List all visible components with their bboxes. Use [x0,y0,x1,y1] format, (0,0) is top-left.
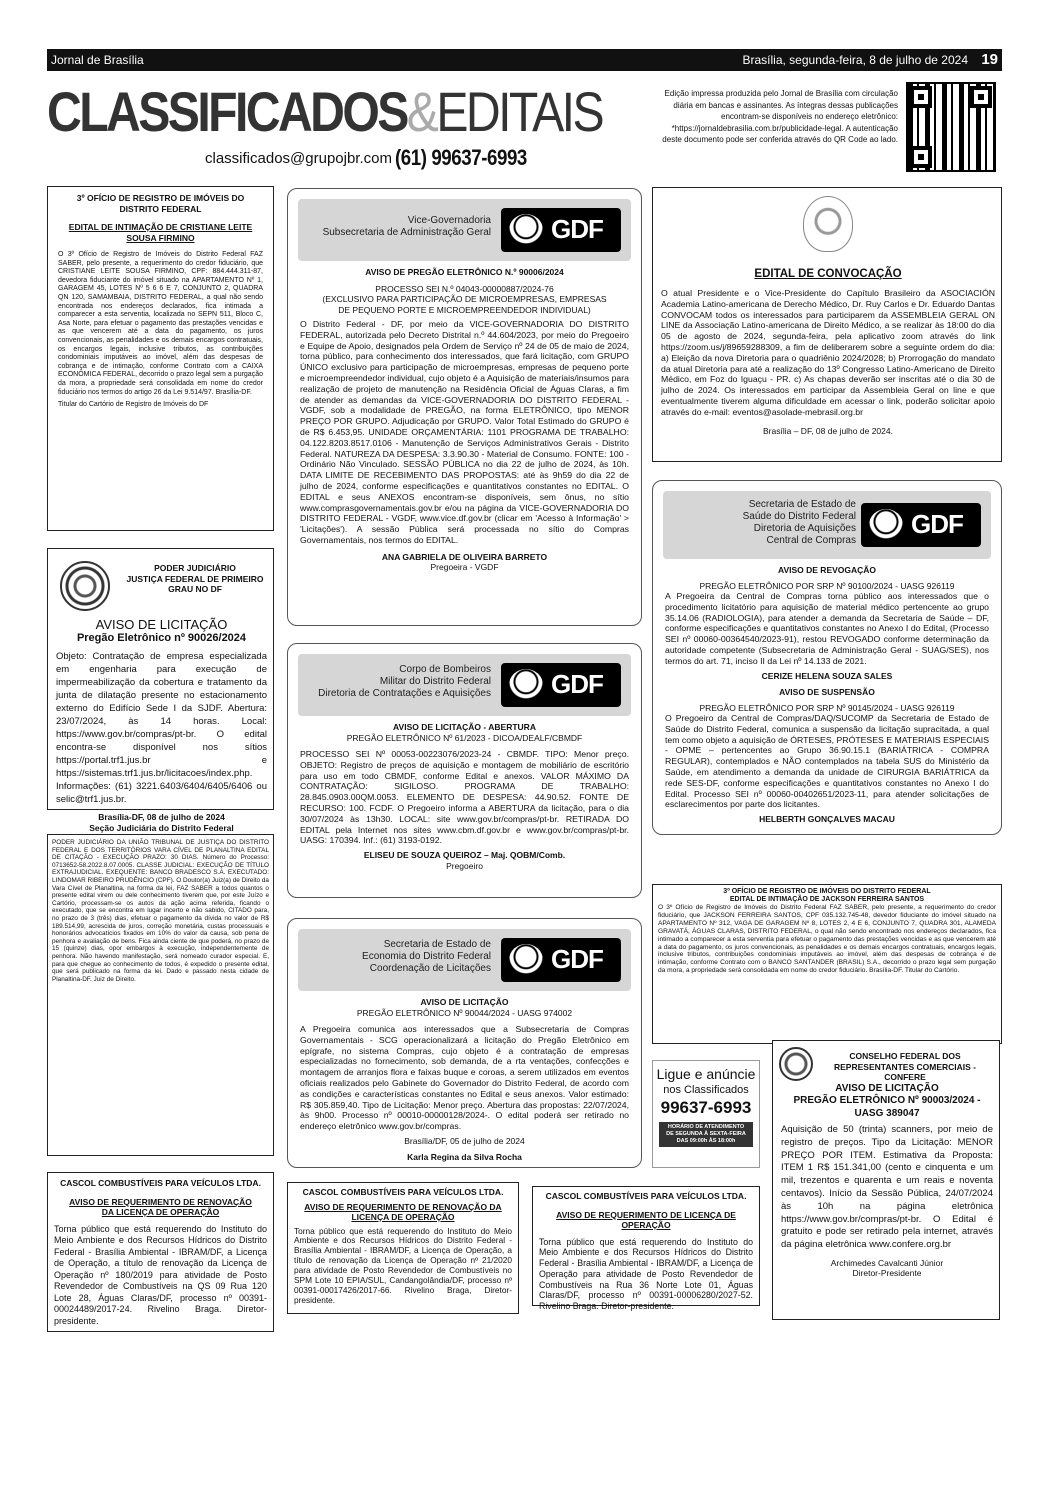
ad-signer: ELISEU DE SOUZA QUEIROZ – Maj. QOBM/Comb. [363,850,566,861]
ad-ligue-anuncie: Ligue e anúncie nos Classificados 99637-6993 HORÁRIO DE ATENDIMENTO DE SEGUNDA À SEXTA-FEIRA DAS 09:00h ÀS 18:00h [652,1060,760,1168]
ad-title: AVISO DE SUSPENSÃO [779,687,875,698]
ad-edital-citacao [47,834,274,1156]
ad-title: AVISO DE REQUERIMENTO DE RENOVAÇÃO DA LICENÇA DE OPERAÇÃO [69,1196,252,1217]
ad-subtitle: PREGÃO ELETRÔNICO Nº 90044/2024 - UASG 974002 [356,1007,573,1018]
org-subname: JUSTIÇA FEDERAL DE PRIMEIRO GRAU NO DF [126,573,264,594]
header-note: Edição impressa produzida pelo Jornal de Brasília com circulação diária em bancas e assinantes. As íntegras dessas publicações encontram-se disponíveis no endereço eletrônico: *https://jornaldebrasilia.com.br/publicidade-legal. A autenticação deste documento pode ser conferida através do QR Code ao lado. [662,89,898,144]
page-title: CLASSIFICADOS&EDITAIS [47,80,603,143]
ad-body: Torna público que está requerendo do Instituto do Meio Ambiente e dos Recursos Hídricos do Distrito Federal - Brasília Ambiental - IBRAM/DF, a Licença de Operação, a título de renovação da Licença de Operação nº 180/2019 para atividade de Posto Revendedor de Combustíveis na QS 09 Rua 120 Lote 28, Águas Claras/DF, processo nº 00391-00024489/2017-24. Rivelino Braga. Diretor-presidente. [54,1223,267,1326]
ad-role: Pregoeiro [446,860,483,871]
ad-subtitle: Pregão Eletrônico nº 90026/2024 [76,632,247,644]
ad-signer: CERIZE HELENA SOUZA SALES [761,670,893,681]
gdf-banner: Vice-Governadoria Subsecretaria de Administração Geral GDF [298,199,631,261]
qr-code-icon[interactable] [906,82,996,172]
gdf-banner: Secretaria de Estado de Economia do Distrito Federal Coordenação de Licitações GDF [298,929,631,991]
ad-title: EDITAL DE CONVOCAÇÃO [754,268,902,280]
org-name: PODER JUDICIÁRIO [154,563,236,573]
contact-phone: (61) 99637-6993 [395,145,527,170]
ad-body: O Pregoeiro da Central de Compras/DAQ/SUCOMP da Secretaria de Estado de Saúde do Distrito Federal, comunica a suspensão da licitação supracitada, a qual tem como objeto a aquisição de ÓRTESES, PRÓTESES E MATERIAIS ESPECIAIS - OPME – pertencentes ao Grupo 36.90.15.1 (BARIÁTRICA - COMPRA REGULAR), contemplados e NÃO contemplados na tabela SUS do Ministério da Saúde, em atendimento a demanda da unidade de CIRURGIA BARIÁTRICA da rede SES-DF, conforme especificações e quantitativos constantes no Anexo I do Edital. Processo SEI nº 00060-00402651/2023-11, para atender solicitações de esclarecimentos por parte dos licitantes. [665,713,989,810]
ad-cascol-2 [287,1182,519,1314]
gdf-logo-icon: GDF [501,938,621,982]
place-date: Brasília – DF, 08 de julho de 2024. [763,425,893,436]
ad-body: Aquisição de 50 (trinta) scanners, por meio de registro de preços. Tipo da Licitação: MENOR PREÇO POR ITEM. Estimativa da Proposta: ITEM 1 R$ 151.341,00 (cento e cinquenta e um mil, trezentos e quarenta e um reais e noventa centavos). Início da Sessão Pública, 24/07/2024 às 10h na página eletrônica https://www.gov.br/compras/pt-br. O Edital é gratuito e pode ser retirado pela internet, através da página eletrônica www.confere.org.br [781,1124,993,1251]
ad-cascol-3 [532,1186,760,1312]
association-logo-icon [803,196,853,252]
date-line: Brasília, segunda-feira, 8 de julho de 2024 [742,53,968,67]
org-name: CONSELHO FEDERAL DOS REPRESENTANTES COMERCIAIS - CONFERE [834,1051,976,1082]
ad-title: AVISO DE LICITAÇÃO [420,997,509,1007]
ad-body: A Pregoeira da Central de Compras torna público aos interessados que o procedimento licitatório para aquisição de material médico pertencente ao grupo 35.14.06 (RADIOLOGIA), para atender a demanda da Secretaria de Saúde – DF, conforme especificações e quantitativos constantes no Anexo I do Edital, (Processo SEI nº 00060-00364540/2023-91), restou REVOGADO conforme determinação da autoridade competente (Subsecretaria de Administração Geral - SUAG/SES), nos termos do art. 71, inciso II da Lei nº 14.133 de 2021. [665,591,989,666]
ad-body: O 3º Ofício de Registro de Imóveis do Distrito Federal FAZ SABER, pelo presente, a requerimento do credor fiduciário, que CRISTIANE LEITE SOUSA FIRMINO, CPF: 884.444.311-87, devedora fiduciante do imóvel situado na APARTAMENTO Nº 1, GARAGEM 45, LOTES Nº 5 6 6 E 7, CONJUNTO 2, QUADRA QN 120, SAMAMBAIA, DISTRITO FEDERAL, a qual não sendo encontrada nos endereços declarados, fica intimada a comparecer a esta serventia, localizada no SEPN 511, Bloco C, Asa Norte, para efetuar o pagamento das prestações vencidas e as que vencerem até a data do pagamento, os juros convencionais, as penalidades e os demais encargos contratuais, os encargos legais, inclusive tributos, as contribuições condominiais imputáveis ao imóvel, além das despesas de cobrança e de intimação, conforme Contrato com a CAIXA ECONÔMICA FEDERAL, decorrido o prazo legal sem a purgação da mora, a propriedade será consolidada em nome do credor fiduciário nos termos do artigo 26 da Lei 9.514/97. Brasília-DF. [58,251,263,396]
publication-name: Jornal de Brasília [51,53,144,67]
ad-cbmdf [287,643,642,898]
contact-email[interactable]: classificados@grupojbr.com [205,150,392,167]
company-name: CASCOL COMBUSTÍVEIS PARA VEÍCULOS LTDA. [302,1187,504,1197]
republic-seal-icon [60,561,110,611]
ad-economia [287,918,642,1168]
ad-edital-convocacao [652,187,1002,462]
ad-subtitle: PREGÃO ELETRÔNICO POR SRP Nº 90100/2024 - UASG 926119 [699,580,955,591]
place-date: Brasília/DF, 05 de julho de 2024 [404,1135,525,1146]
ad-title: AVISO DE LICITAÇÃO [95,617,228,632]
gdf-banner: Secretaria de Estado de Saúde do Distrito Federal Diretoria de Aquisições Central de Compras GDF [663,491,991,559]
page-number: 19 [981,51,998,68]
ad-signer: Titular do Cartório de Registro de Imóveis do DF [58,401,209,409]
ad-subtitle: PREGÃO ELETRÔNICO Nº 90003/2024 - UASG 389047 [793,1095,981,1119]
ad-signer: HELBERTH GONÇALVES MACAU [759,814,895,825]
ad-body: O atual Presidente e o Vice-Presidente do Capítulo Brasileiro da ASOCIACIÓN Academia Latino-americana de Derecho Médico, Dr. Ruy Carlos e Dr. Eduardo Dantas CONVOCAM todos os interessados para participarem da ASSEMBLEIA GERAL ON LINE da Associação Latino-americana de Direito Médico, a se realizar às 18:00 do dia 05 de agosto de 2024, segunda-feira, pela aplicativo zoom através do link https://zoom.us/j/89659288309, a fim de deliberarem sobre a seguinte ordem do dia: a) Eleição da nova Diretoria para o quadriênio 2024/2028; b) Prorrogação do mandato da atual Diretoria para até a realização do 13º Congresso Latino-Americano de Direito Médico, em Foz do Iguaçu - PR. c) As chapas deverão ser inscritas até o dia 30 de julho de 2024. Os interessados em participar da Assembleia Geral on line e que eventualmente tiverem alguma dificuldade em acessar o link, poderão solicitar apoio através do e-mail: eventos@asolade-mebrasil.org.br [661,288,995,417]
place-date: Brasília-DF, 08 de julho de 2024 [98,812,225,822]
company-name: CASCOL COMBUSTÍVEIS PARA VEÍCULOS LTDA. [545,1191,747,1201]
ad-process: PROCESSO SEI N.º 04043-00000887/2024-76 [375,283,554,294]
ad-role: Pregoeira - VGDF [430,562,499,573]
ad-subtitle: EDITAL DE INTIMAÇÃO DE CRISTIANE LEITE SOUSA FIRMINO [68,222,253,243]
ad-justica-federal [47,548,274,833]
gdf-banner: Corpo de Bombeiros Militar do Distrito Federal Diretoria de Contratações e Aquisições GDF [298,654,631,716]
ad-subtitle: PREGÃO ELETRÔNICO POR SRP Nº 90145/2024 - UASG 926119 [699,702,955,713]
company-name: CASCOL COMBUSTÍVEIS PARA VEÍCULOS LTDA. [60,1178,261,1188]
ad-body: PROCESSO SEI Nº 00053-00223076/2023-24 - CBMDF. TIPO: Menor preço. OBJETO: Registro de preços de aquisição e montagem de mobiliário de escritório para uso em todo CBMDF, conforme Edital e anexos. VALOR MÁXIMO DA CONTRATAÇÃO: SIGILOSO. PROGRAMA DE TRABALHO: 28.845.0903.00QM.0053. ELEMENTO DE DESPESA: 44.90.52. FONTE DE RECURSO: 100. FCDF. O Pregoeiro informa a ABERTURA da licitação, para o dia 30/07/2024 às 13h30. LOCAL: site www.gov.br/compras/pt-br. RETIRADA DO EDITAL pela Internet nos sites www.cbm.df.gov.br e www.gov.br/compras/pt-br. UASG: 170394. Inf.: (61) 3193-0192. [300,749,629,846]
ad-signer: Seção Judiciária do Distrito Federal [89,822,234,833]
ad-role: Diretor-Presidente [852,1268,922,1279]
ad-subtitle: PREGÃO ELETRÔNICO Nº 61/2023 - DICOA/DEALF/CBMDF [346,732,583,743]
ad-cartorio-intimacao [47,186,274,531]
ad-note: (EXCLUSIVO PARA PARTICIPAÇÃO DE MICROEMPRESAS, EMPRESAS DE PEQUENO PORTE E MICROEMPREENDEDOR INDIVIDUAL) [322,294,607,315]
ad-body: Torna público que está requerendo do Instituto do Meio Ambiente e dos Recursos Hídricos do Distrito Federal - Brasília Ambiental - IBRAM/DF, a Licença de Operação para atividade de Posto Revendedor de Combustíveis na Rua 36 Norte Lote 01, Águas Claras/DF, processo nº 00391-00006280/2027-52. Rivelino Braga. Diretor-presidente. [539,1236,753,1312]
ad-title: AVISO DE LICITAÇÃO - ABERTURA [393,722,536,732]
gdf-logo-icon: GDF [861,503,981,547]
ad-subtitle: EDITAL DE INTIMAÇÃO DE JACKSON FERREIRA SANTOS [729,896,925,903]
ad-body: Objeto: Contratação de empresa especializada em engenharia para execução de impermeabilização da cobertura e tratamento da junta de dilatação presente no estacionamento externo do Edifício Sede I da SJDF. Abertura: 23/07/2024, às 14 horas. Local: https://www.gov.br/compras/pt-br. O edital encontra-se disponível nos sítios https://portal.trf1.jus.br e https://sistemas.trf1.jus.br/licitacoes/index.php. Informações: (61) 3221.6403/6404/6405/6406 ou selic@trf1.jus.br. [56,651,267,805]
ad-title: AVISO DE REQUERIMENTO DE RENOVAÇÃO DA LICENÇA DE OPERAÇÃO [304,1201,502,1222]
ad-vice-governadoria [287,188,642,626]
republic-seal-icon [779,1047,813,1081]
ad-title: 3º OFÍCIO DE REGISTRO DE IMÓVEIS DO DISTRITO FEDERAL [723,888,931,895]
ad-signer: ANA GABRIELA DE OLIVEIRA BARRETO [381,551,548,562]
ad-body: O Distrito Federal - DF, por meio da VICE-GOVERNADORIA DO DISTRITO FEDERAL, autorizada pelo Decreto Distrital n.º 44.604/2023, por meio do Pregoeiro e Equipe de Apoio, designados pela Ordem de Serviço nº 24 de 05 de maio de 2024, torna público, para conhecimento dos interessados, que fará licitação, com GRUPO ÚNICO exclusivo para participação de microempresas, empresas de pequeno porte e microempreendedor individual, cujo objeto é a Aquisição de materiais/insumos para realização de projeto de manutenção na Residência Oficial de Águas Claras, a fim de atender as demandas da VICE-GOVERNADORIA DO DISTRITO FEDERAL - VGDF, sob a modalidade de PREGÃO, na forma ELETRÔNICO, tipo MENOR PREÇO POR GRUPO. Adjudicação por GRUPO. Valor Total Estimado do GRUPO é de R$ 6.453,95. UNIDADE ORÇAMENTÁRIA: 1101 PROGRAMA DE TRABALHO: 04.122.8203.8517.0106 - Manutenção de Serviços Administrativos Gerais - Distrito Federal. NATUREZA DA DESPESA: 3.3.90.30 - Material de Consumo. FONTE: 100 - Ordinário Não Vinculado. SESSÃO PÚBLICA no dia 22 de julho de 2024, às 10h. DATA LIMITE DE RECEBIMENTO DAS PROPOSTAS: até às 9h59 do dia 22 de julho de 2024, conforme especificações e quantitativos constantes no EDITAL. O EDITAL e seus ANEXOS encontram-se disponíveis, sem ônus, no sítio www.comprasgovernamentais.gov.br e/ou na página da VICE-GOVERNADORIA DO DISTRITO FEDERAL - VGDF, www.vice.df.gov.br (clicar em 'Acesso à Informação' > 'Licitações'). A sessão Pública será processada no sítio do Compras Governamentais, nos termos do EDITAL. [300,319,629,545]
ad-cartorio-intimacao-2 [652,884,1002,1044]
ad-confere [772,1040,1000,1320]
ad-body: A Pregoeira comunica aos interessados que a Subsecretaria de Compras Governamentais - SCG operacionalizará a licitação do Pregão Eletrônico em epígrafe, no sistema Compras, cujo objeto é a contratação de empresas especializadas no fornecimento, sob demanda, de a rta ventações, confecções e montagem de arranjos flora e faixas buque e coroas, a serem utilizados em eventos oficiais realizados pelo Gabinete do Governador do Distrito Federal, de acordo com as condições e características constantes no Edital e seus anexos. Valor estimado: R$ 305.859,40. Tipo de Licitação: Menor preço. Abertura das propostas: 22/07/2024, às 9h00. Processo nº 00010-00000128/2024-. O edital poderá ser retirado no endereço eletrônico www.gov.br/compras. [300,1024,629,1132]
ad-title: AVISO DE REVOGAÇÃO [777,565,877,575]
ad-signer: Karla Regina da Silva Rocha [407,1152,522,1163]
classifieds-phone[interactable]: 99637-6993 [660,1098,752,1117]
gdf-logo-icon: GDF [501,663,621,707]
ad-body: Torna público que está requerendo do Instituto do Meio Ambiente e dos Recursos Hídricos do Distrito Federal - Brasília Ambiental - IBRAM/DF, a Licença de Operação, a título de renovação da Licença de Operação nº 21/2020 para atividade de Posto Revendedor de Combustíveis no SPM Lote 10 EPIA/SUL, Candangolândia/DF, processo nº 00391-00017426/2017-66. Rivelino Braga, Diretor-presidente. [294,1225,512,1305]
ad-title: AVISO DE PREGÃO ELETRÔNICO N.º 90006/2024 [365,267,564,277]
ad-cascol-1 [47,1172,274,1332]
header-bar [47,49,1002,71]
ad-body: PODER JUDICIÁRIO DA UNIÃO TRIBUNAL DE JUSTIÇA DO DISTRITO FEDERAL E DOS TERRITÓRIOS VARA CÍVEL DE PLANALTINA EDITAL DE CITAÇÃO - EXECUÇÃO PRAZO: 30 DIAS. Número do Processo: 0713652-58.2022.8.07.0005. CLASSE JUDICIAL: EXECUÇÃO DE TÍTULO EXTRAJUDICIAL. EXEQUENTE: BANCO BRADESCO S.A. EXECUTADO: LINDOMAR RIBEIRO PRUDÊNCIO (CPF). O Doutor(a) Juiz(a) de Direito da Vara Cível de Planaltina, na forma da lei, FAZ SABER a todos quantos o presente edital virem ou dele conhecimento tiverem que, por este Juízo e Cartório, processam-se os autos da ação acima referida, ficando o executado, que se encontra em lugar incerto e não sabido, CITADO para, no prazo de 3 (três) dias, efetuar o pagamento da dívida no valor de R$ 189.514,99, acrescida de juros, correção monetária, custas processuais e honorários advocatícios fixados em 10% do valor da causa, sob pena de penhora e avaliação de bens. Fica ainda ciente de que poderá, no prazo de 15 (quinze) dias, opor embargos à execução, independentemente de penhora. Não havendo manifestação, será nomeado curador especial. E, para que chegue ao conhecimento de todos, é expedido o presente edital, que será publicado na forma da lei. Dado e passado nesta cidade de Planaltina-DF. Juiz de Direito. [52,839,269,983]
ad-title: AVISO DE REQUERIMENTO DE LICENÇA DE OPERAÇÃO [556,1209,736,1230]
ad-title: 3º OFÍCIO DE REGISTRO DE IMÓVEIS DO DISTRITO FEDERAL [76,193,245,214]
ad-saude [652,480,1002,835]
ad-title: AVISO DE LICITAÇÃO [835,1083,939,1094]
gdf-logo-icon: GDF [501,208,621,252]
ad-body: O 3º Ofício de Registro de Imóveis do Distrito Federal FAZ SABER, pelo presente, a requerimento do credor fiduciário, que JACKSON FERREIRA SANTOS, CPF 035.132.745-48, devedor fiduciante do imóvel situado na APARTAMENTO Nº 312, VAGA DE GARAGEM Nº 8, LOTES 2, 4 E 6, CONJUNTO 7, QUADRA 301, ALAMEDA GRAVATÁ, ÁGUAS CLARAS, DISTRITO FEDERAL, o qual não sendo encontrado nos endereços declarados, fica intimado a comparecer a esta serventia para efetuar o pagamento das prestações vencidas e as que vencerem até a data do pagamento, os juros convencionais, as penalidades e os demais encargos contratuais, encargos legais, inclusive tributos, contribuições condominiais imputáveis ao imóvel, além das despesas de cobrança e de intimação, conforme Contrato com o BANCO SANTANDER (BRASIL) S.A., decorrido o prazo legal sem purgação da mora, a propriedade será consolidada em nome do credor fiduciário. Brasília-DF. Titular do Cartório. [658,904,996,975]
ad-signer: Archimedes Cavalcanti Júnior [830,1257,944,1268]
